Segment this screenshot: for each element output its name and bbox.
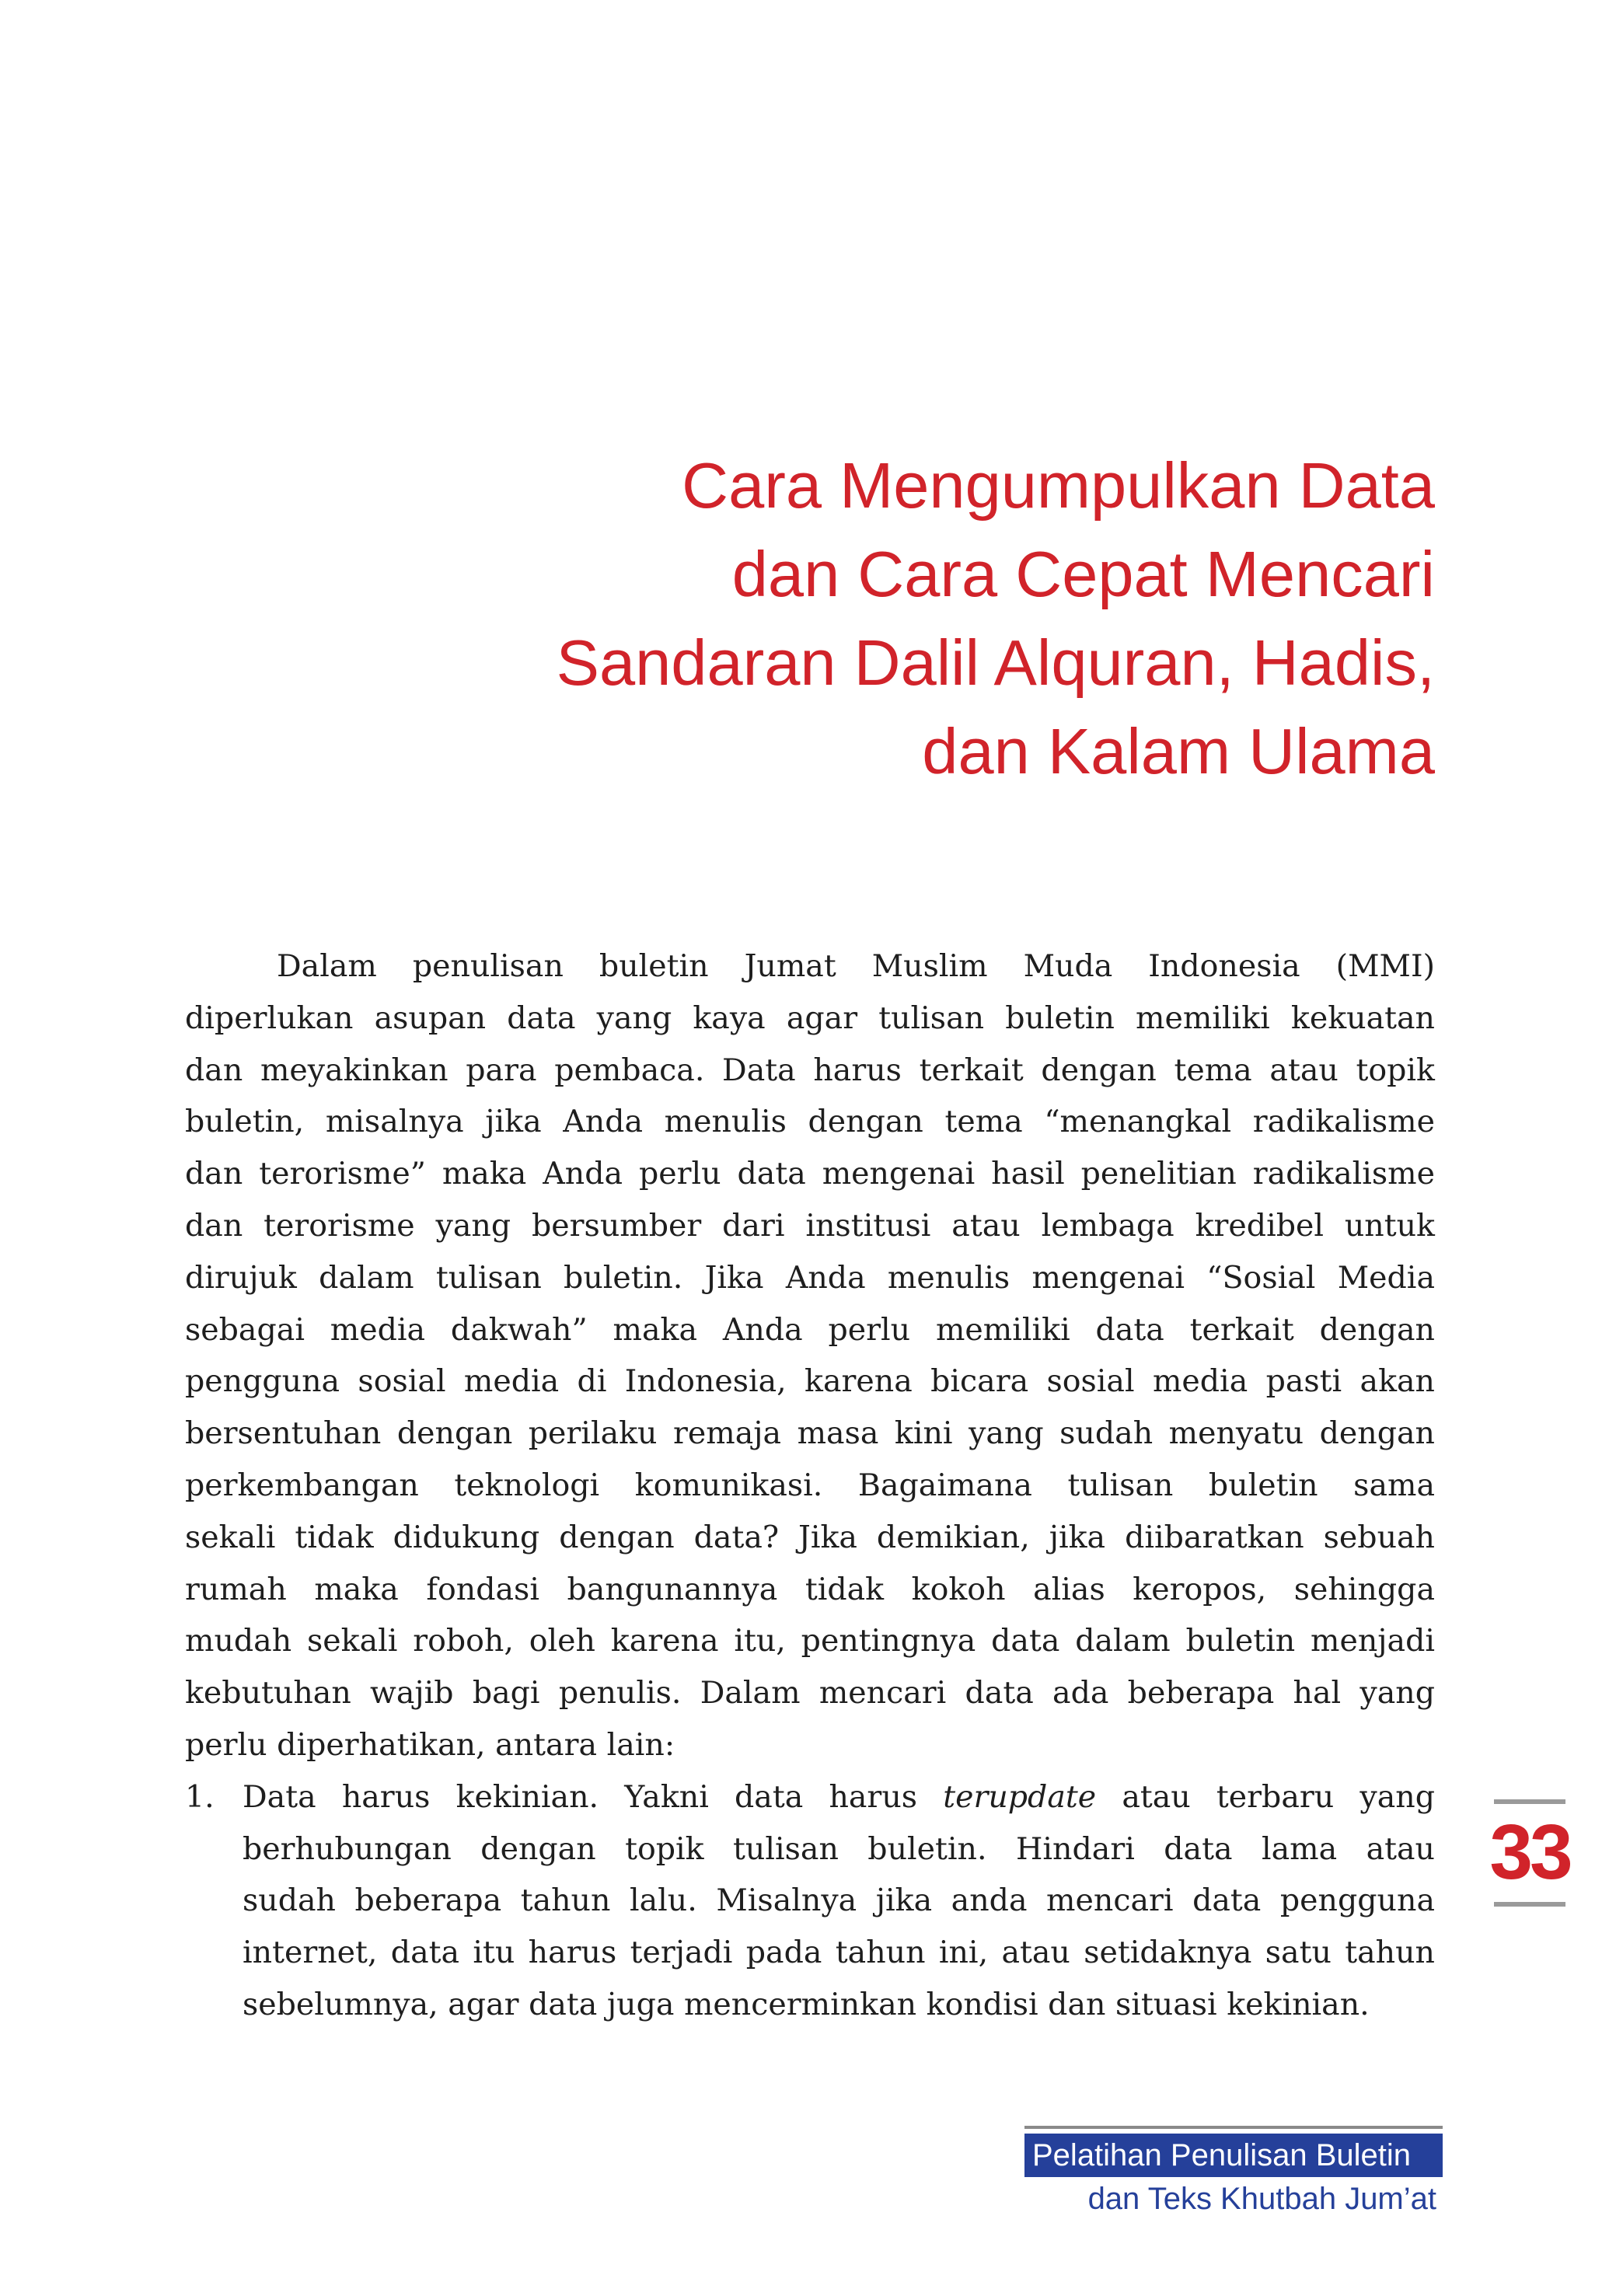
paragraph-line: dan meyakinkan para pembaca. Data harus terkait dengan tema atau topik: [185, 1052, 1435, 1088]
numbered-list: [185, 1771, 1435, 2031]
paragraph-line: dan terorisme yang bersumber dari institusi atau lembaga kredibel untuk: [185, 1207, 1435, 1244]
paragraph-line: sebagai media dakwah” maka Anda perlu memiliki data terkait dengan: [185, 1311, 1435, 1348]
paragraph-line: sekali tidak didukung dengan data? Jika demikian, jika diibaratkan sebuah: [185, 1519, 1435, 1555]
intro-paragraph: [185, 940, 1435, 1771]
list-item-line: sebelumnya, agar data juga mencerminkan kondisi dan situasi kekinian.: [243, 1986, 1370, 2022]
paragraph-line: kebutuhan wajib bagi penulis. Dalam mencari data ada beberapa hal yang: [185, 1675, 1435, 1712]
paragraph-line: dan terorisme” maka Anda perlu data mengenai hasil penelitian radikalisme: [185, 1156, 1435, 1192]
paragraph-line: perlu diperhatikan, antara lain:: [185, 1726, 675, 1763]
paragraph-line: buletin, misalnya jika Anda menulis dengan tema “menangkal radikalisme: [185, 1104, 1435, 1140]
list-item-line: internet, data itu harus terjadi pada tahun ini, atau setidaknya satu tahun: [243, 1935, 1435, 1971]
paragraph-line: diperlukan asupan data yang kaya agar tulisan buletin memiliki kekuatan: [185, 1000, 1435, 1036]
list-text: Data harus kekinian. Yakni data harus: [243, 1778, 944, 1815]
paragraph-line: pengguna sosial media di Indonesia, karena bicara sosial media pasti akan: [185, 1363, 1435, 1400]
list-item-line: sudah beberapa tahun lalu. Misalnya jika anda mencari data pengguna: [243, 1883, 1435, 1919]
paragraph-line: Dalam penulisan buletin Jumat Muslim Muda Indonesia (MMI): [277, 948, 1435, 984]
paragraph-line: bersentuhan dengan perilaku remaja masa kini yang sudah menyatu dengan: [185, 1415, 1435, 1452]
list-text: atau terbaru yang: [1096, 1778, 1435, 1815]
footer-subtitle: dan Teks Khutbah Jum’at: [1087, 2182, 1436, 2216]
body-text: [185, 940, 1435, 2031]
paragraph-line: mudah sekali roboh, oleh karena itu, pentingnya data dalam buletin menjadi: [185, 1623, 1435, 1659]
emphasized-term: terupdate: [943, 1778, 1097, 1815]
list-item-line: berhubungan dengan topik tulisan buletin. Hindari data lama atau: [243, 1830, 1435, 1867]
footer-series-title: Pelatihan Penulisan Buletin: [1024, 2134, 1443, 2177]
list-item: [185, 1771, 1435, 2031]
chapter-title-line: dan Kalam Ulama: [922, 715, 1435, 787]
page-number-rule: [1494, 1799, 1565, 1804]
chapter-title: [404, 441, 1435, 796]
list-item-line: [243, 1771, 1435, 1823]
chapter-title-line: dan Cara Cepat Mencari: [731, 538, 1435, 610]
paragraph-line: perkembangan teknologi komunikasi. Bagaimana tulisan buletin sama: [185, 1467, 1435, 1503]
chapter-title-line: Sandaran Dalil Alquran, Hadis,: [556, 626, 1435, 699]
page-number-rule: [1494, 1902, 1565, 1907]
chapter-title-line: Cara Mengumpulkan Data: [682, 449, 1435, 522]
page-number-block: [1482, 1799, 1578, 1907]
book-footer: [1024, 2126, 1443, 2221]
page-number: 33: [1489, 1809, 1570, 1896]
footer-rule: [1024, 2126, 1443, 2129]
list-number: 1.: [185, 1778, 215, 1815]
paragraph-line: rumah maka fondasi bangunannya tidak kokoh alias keropos, sehingga: [185, 1571, 1435, 1607]
paragraph-line: dirujuk dalam tulisan buletin. Jika Anda menulis mengenai “Sosial Media: [185, 1259, 1435, 1296]
